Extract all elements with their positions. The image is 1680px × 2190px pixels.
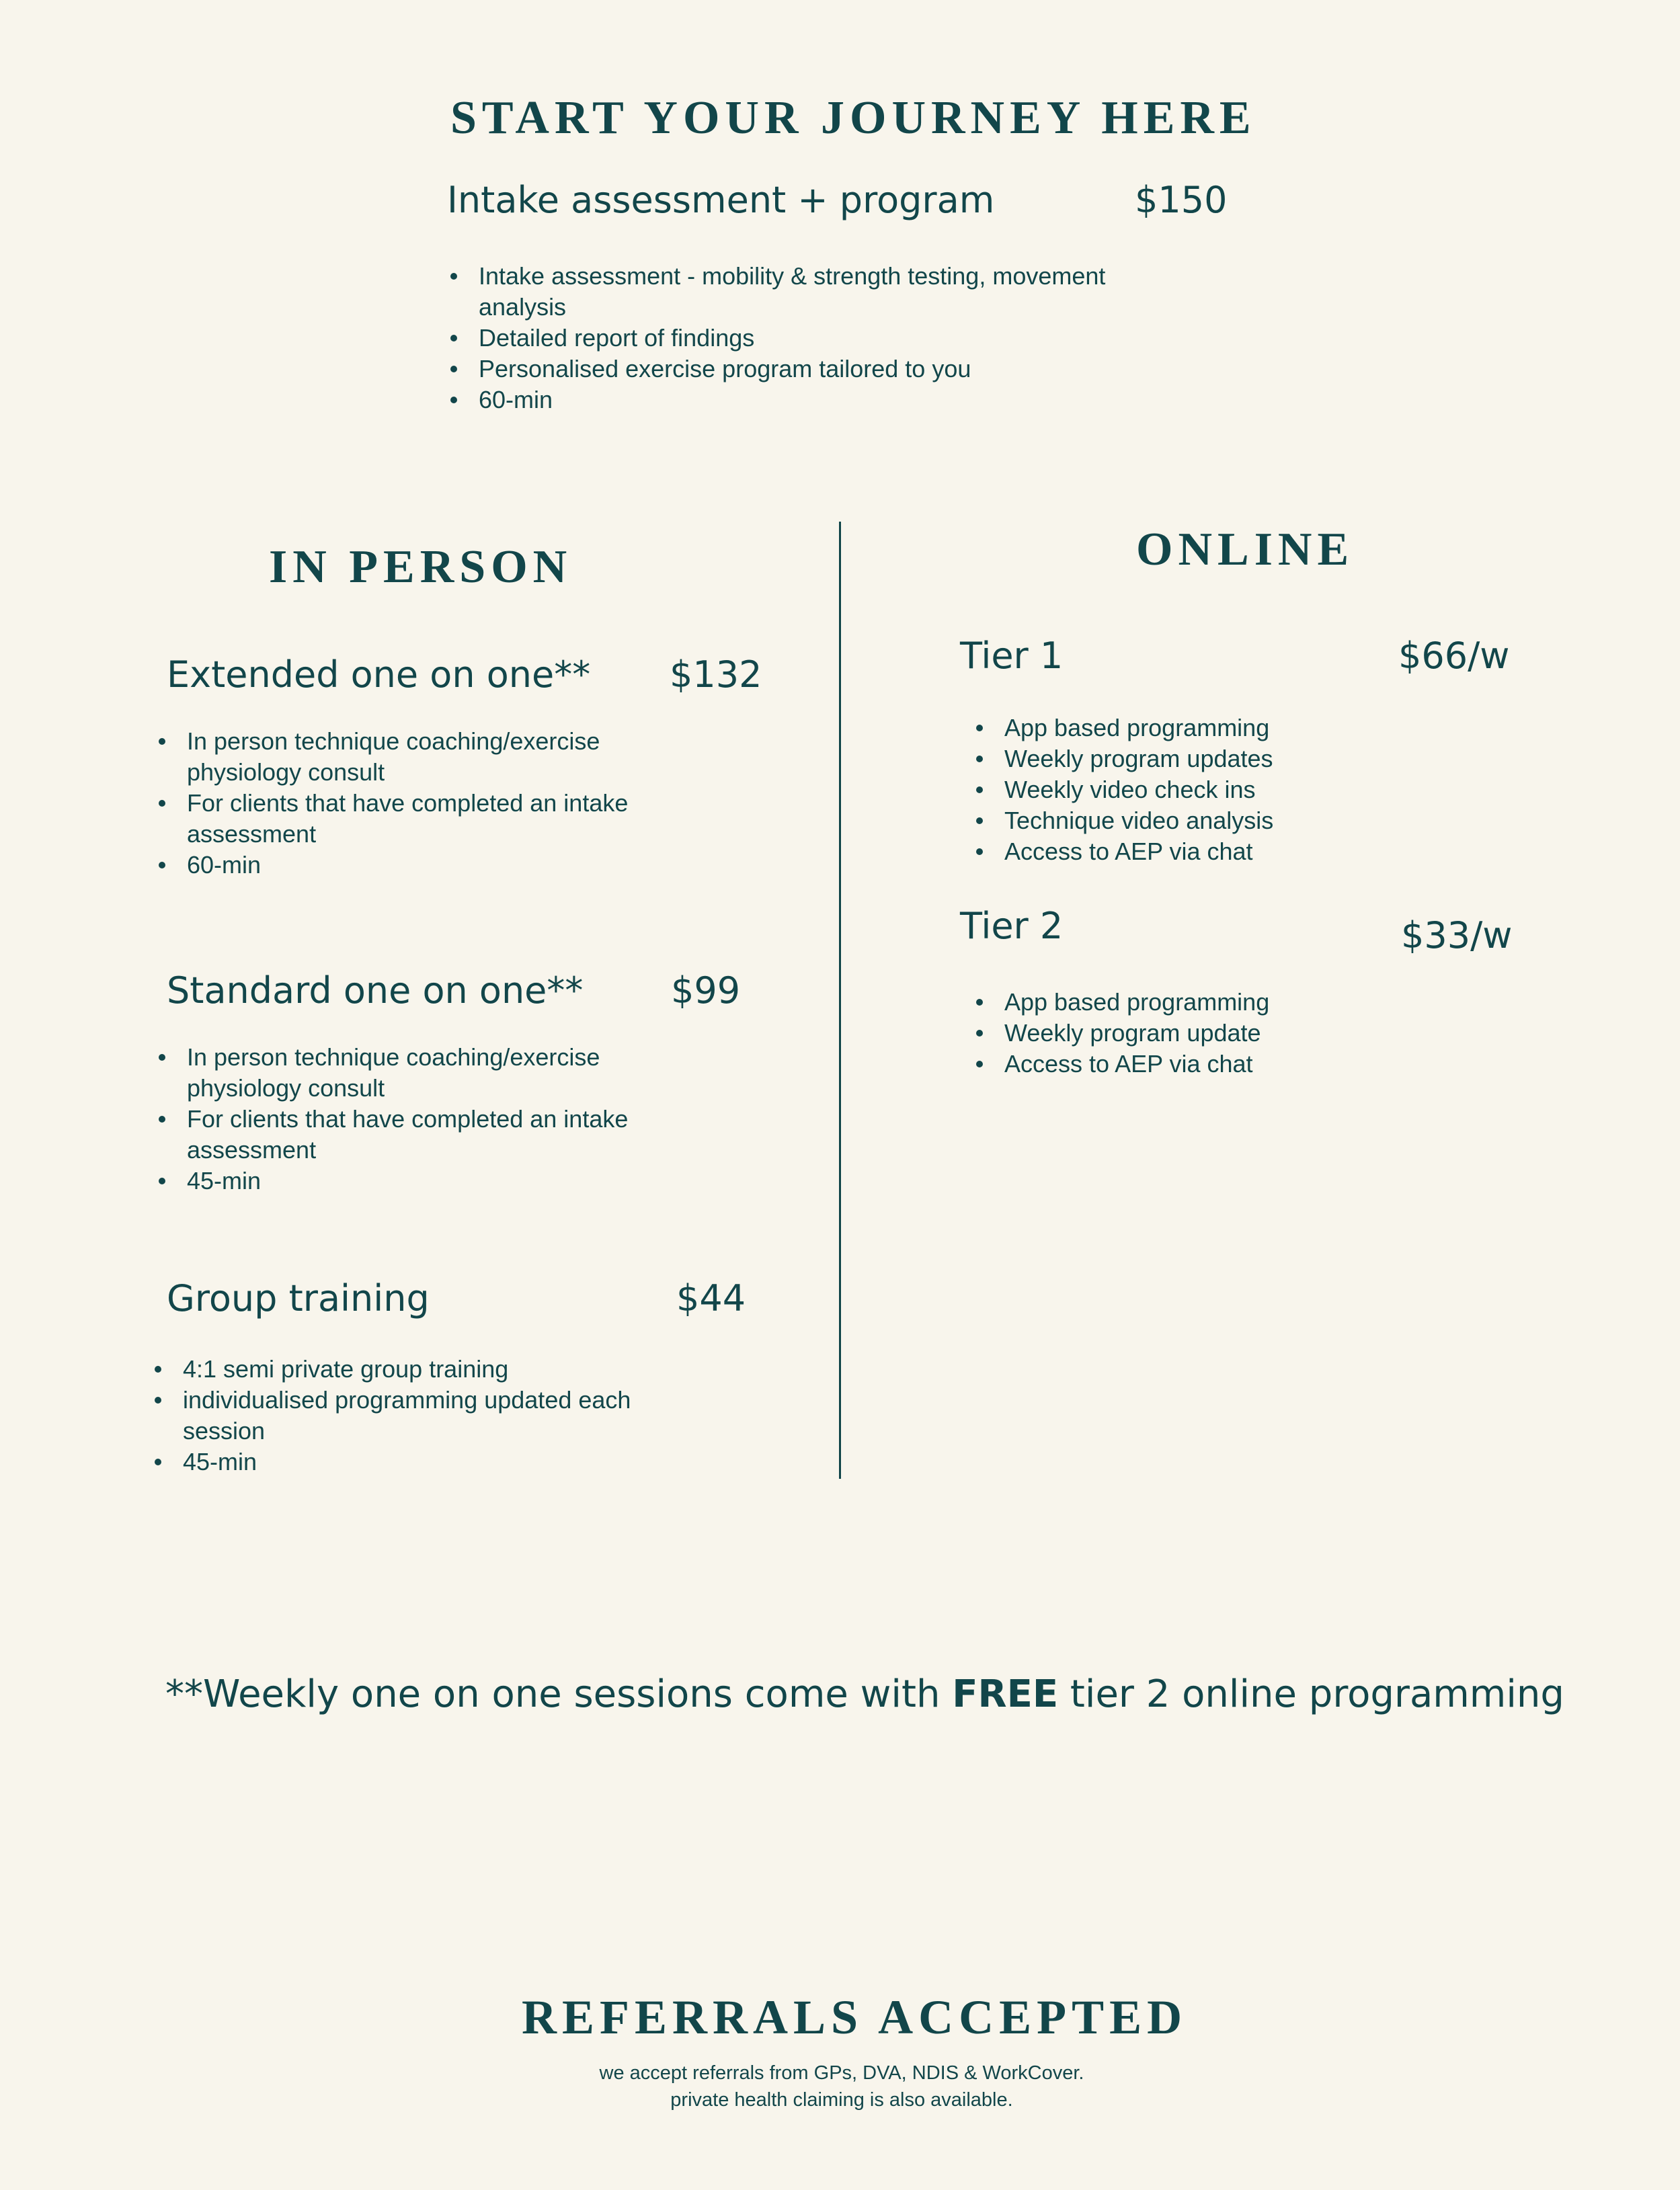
list-item: 60-min bbox=[444, 384, 1170, 415]
in-person-heading: IN PERSON bbox=[269, 541, 573, 593]
tier2-bullet-list bbox=[969, 987, 1507, 1080]
free-programming-note bbox=[165, 1672, 1564, 1716]
column-divider bbox=[839, 522, 841, 1479]
free-note-after: tier 2 online programming bbox=[1058, 1672, 1564, 1716]
group-price: $44 bbox=[676, 1277, 746, 1320]
list-item: Access to AEP via chat bbox=[969, 836, 1507, 867]
list-item: Personalised exercise program tailored to you bbox=[444, 354, 1170, 384]
list-item: In person technique coaching/exercise physiology consult bbox=[152, 726, 663, 788]
list-item: individualised programming updated each session bbox=[148, 1385, 659, 1447]
list-item: Intake assessment - mobility & strength testing, movement analysis bbox=[444, 261, 1170, 323]
list-item: Technique video analysis bbox=[969, 805, 1507, 836]
free-note-bold: FREE bbox=[952, 1672, 1059, 1716]
referrals-text bbox=[506, 2060, 1178, 2113]
list-item: For clients that have completed an intake assessment bbox=[152, 1104, 663, 1166]
standard-price: $99 bbox=[671, 969, 741, 1012]
group-bullet-list bbox=[148, 1354, 659, 1477]
tier1-bullet-list bbox=[969, 713, 1507, 867]
extended-bullet-list bbox=[152, 726, 663, 881]
intake-price: $150 bbox=[1135, 179, 1228, 221]
tier2-title: Tier 2 bbox=[960, 905, 1064, 947]
referrals-line-1: we accept referrals from GPs, DVA, NDIS & WorkCover. bbox=[599, 2062, 1084, 2084]
list-item: 45-min bbox=[152, 1166, 663, 1197]
list-item: For clients that have completed an intake assessment bbox=[152, 788, 663, 850]
referrals-line-2: private health claiming is also available. bbox=[670, 2089, 1013, 2111]
list-item: Access to AEP via chat bbox=[969, 1049, 1507, 1080]
list-item: Weekly program update bbox=[969, 1018, 1507, 1049]
standard-bullet-list bbox=[152, 1042, 663, 1197]
list-item: App based programming bbox=[969, 987, 1507, 1018]
online-heading: ONLINE bbox=[1136, 524, 1355, 575]
intake-title: Intake assessment + program bbox=[447, 179, 995, 221]
extended-price: $132 bbox=[670, 653, 762, 696]
list-item: 45-min bbox=[148, 1447, 659, 1477]
tier1-price: $66/w bbox=[1398, 635, 1510, 677]
tier2-price: $33/w bbox=[1401, 914, 1513, 957]
extended-title: Extended one on one** bbox=[167, 653, 591, 696]
list-item: In person technique coaching/exercise physiology consult bbox=[152, 1042, 663, 1104]
list-item: 60-min bbox=[152, 850, 663, 881]
free-note-before: **Weekly one on one sessions come with bbox=[165, 1672, 953, 1716]
intake-bullet-list bbox=[444, 261, 1170, 415]
list-item: Detailed report of findings bbox=[444, 323, 1170, 354]
tier1-title: Tier 1 bbox=[960, 635, 1064, 677]
intro-heading: START YOUR JOURNEY HERE bbox=[450, 92, 1256, 144]
standard-title: Standard one on one** bbox=[167, 969, 584, 1012]
list-item: 4:1 semi private group training bbox=[148, 1354, 659, 1385]
list-item: Weekly program updates bbox=[969, 743, 1507, 774]
referrals-heading: REFERRALS ACCEPTED bbox=[522, 1990, 1188, 2044]
list-item: App based programming bbox=[969, 713, 1507, 743]
group-title: Group training bbox=[167, 1277, 430, 1320]
list-item: Weekly video check ins bbox=[969, 774, 1507, 805]
